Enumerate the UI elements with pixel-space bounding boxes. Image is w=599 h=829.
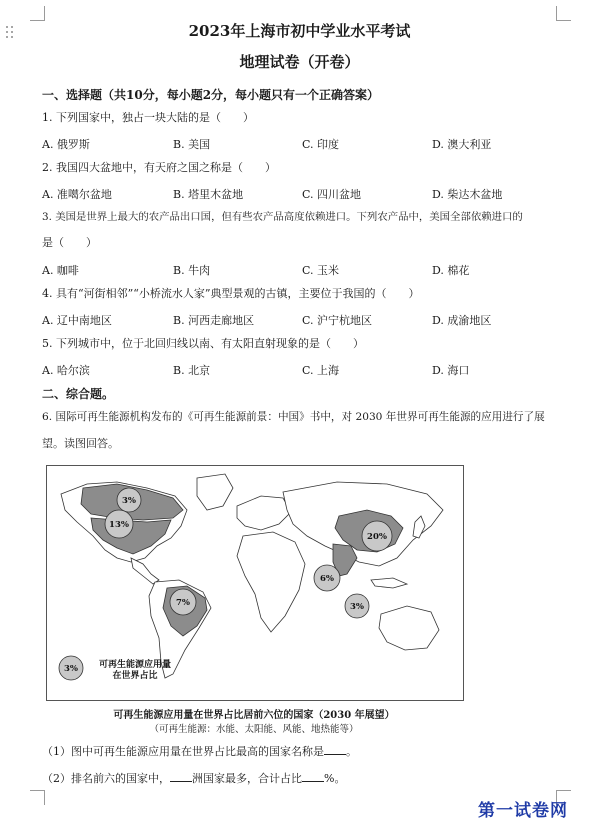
q4-option-b: B. 河西走廊地区 [173, 314, 255, 327]
q4-option-c: C. 沪宁杭地区 [302, 314, 373, 327]
section2-heading: 二、综合题。 [42, 387, 115, 401]
exam-title: 2023年上海市初中学业水平考试 [188, 22, 411, 40]
question-3: 3. 美国是世界上最大的农产品出口国，但有些农产品高度依赖进口。下列农产品中，美国全部依赖进口的 [42, 211, 523, 223]
africa-shape [237, 532, 305, 632]
legend-pct-label: 3% [64, 664, 78, 674]
question-5: 5. 下列城市中，位于北回归线以南、有太阳直射现象的是（ ） [42, 337, 364, 350]
question-4: 4. 具有“河街相邻”“小桥流水人家”典型景观的古镇，主要位于我国的（ ） [42, 287, 420, 300]
central-america-shape [131, 558, 159, 584]
map-label-7pct: 7% [176, 598, 190, 608]
answer-blank-2[interactable] [170, 771, 192, 782]
q1-option-a: A. 俄罗斯 [42, 138, 90, 151]
question-6: 6. 国际可再生能源机构发布的《可再生能源前景：中国》书中，对 2030 年世界可再生能源的应用进行了展 [42, 411, 545, 423]
q2-option-c: C. 四川盆地 [302, 188, 362, 201]
exam-subtitle: 地理试卷（开卷） [239, 53, 360, 71]
question-1: 1. 下列国家中，独占一块大陆的是（ ） [42, 111, 254, 124]
q1-option-c: C. 印度 [302, 138, 340, 151]
world-map-figure [46, 465, 464, 701]
map-legend-text [85, 660, 185, 682]
australia-shape [379, 606, 439, 650]
map-label-6pct: 6% [320, 574, 334, 584]
map-label-13pct: 13% [109, 520, 129, 530]
q4-option-a: A. 辽中南地区 [42, 314, 112, 327]
crop-mark-bottom-left [30, 790, 45, 805]
legend-line-2: 在世界占比 [112, 671, 158, 681]
map-label-20pct: 20% [367, 532, 387, 542]
map-label-3pct-south: 3% [350, 602, 364, 612]
answer-blank-1[interactable] [324, 744, 346, 755]
map-caption: 可再生能源应用量在世界占比居前六位的国家（2030 年展望） [113, 710, 395, 721]
sub-question-2 [42, 771, 345, 786]
legend-line-1: 可再生能源应用量 [98, 660, 171, 670]
q3-option-b: B. 牛肉 [173, 264, 211, 277]
crop-mark-top-right [556, 6, 571, 21]
q3-option-a: A. 咖啡 [42, 264, 79, 277]
q5-option-a: A. 哈尔滨 [42, 364, 90, 377]
q2-option-b: B. 塔里木盆地 [173, 188, 244, 201]
europe-shape [237, 496, 291, 530]
sub-question-1 [42, 744, 357, 759]
question-3-continued: 是（ ） [42, 236, 97, 249]
q5-option-b: B. 北京 [173, 364, 211, 377]
answer-blank-3[interactable] [302, 771, 324, 782]
question-2: 2. 我国四大盆地中，有天府之国之称是（ ） [42, 161, 276, 174]
indonesia-shape [371, 578, 407, 588]
q3-option-d: D. 棉花 [432, 264, 470, 277]
sub-question-2-text-b: 洲国家最多，合计占比 [192, 772, 302, 785]
q3-option-c: C. 玉米 [302, 264, 340, 277]
q4-option-d: D. 成渝地区 [432, 314, 492, 327]
q2-option-d: D. 柴达木盆地 [432, 188, 503, 201]
sub-question-2-text-c: %。 [324, 772, 346, 785]
q5-option-d: D. 海口 [432, 364, 470, 377]
q1-option-b: B. 美国 [173, 138, 211, 151]
map-sub-caption: （可再生能源：水能、太阳能、风能、地热能等） [149, 724, 359, 735]
crop-mark-top-left [30, 6, 45, 21]
map-label-3pct-north: 3% [122, 496, 136, 506]
sub-question-2-text-a: （2）排名前六的国家中， [42, 772, 170, 785]
watermark-logo: 第一试卷网 [478, 801, 568, 821]
section1-heading: 一、选择题（共10分，每小题2分，每小题只有一个正确答案） [42, 88, 380, 102]
sub-question-1-text: （1）图中可再生能源应用量在世界占比最高的国家名称是 [42, 745, 324, 758]
greenland-shape [197, 474, 233, 510]
sub-question-1-end: 。 [346, 745, 357, 758]
question-6-continued: 望。读图回答。 [42, 437, 119, 450]
q1-option-d: D. 澳大利亚 [432, 138, 492, 151]
q5-option-c: C. 上海 [302, 364, 340, 377]
q2-option-a: A. 准噶尔盆地 [42, 188, 112, 201]
